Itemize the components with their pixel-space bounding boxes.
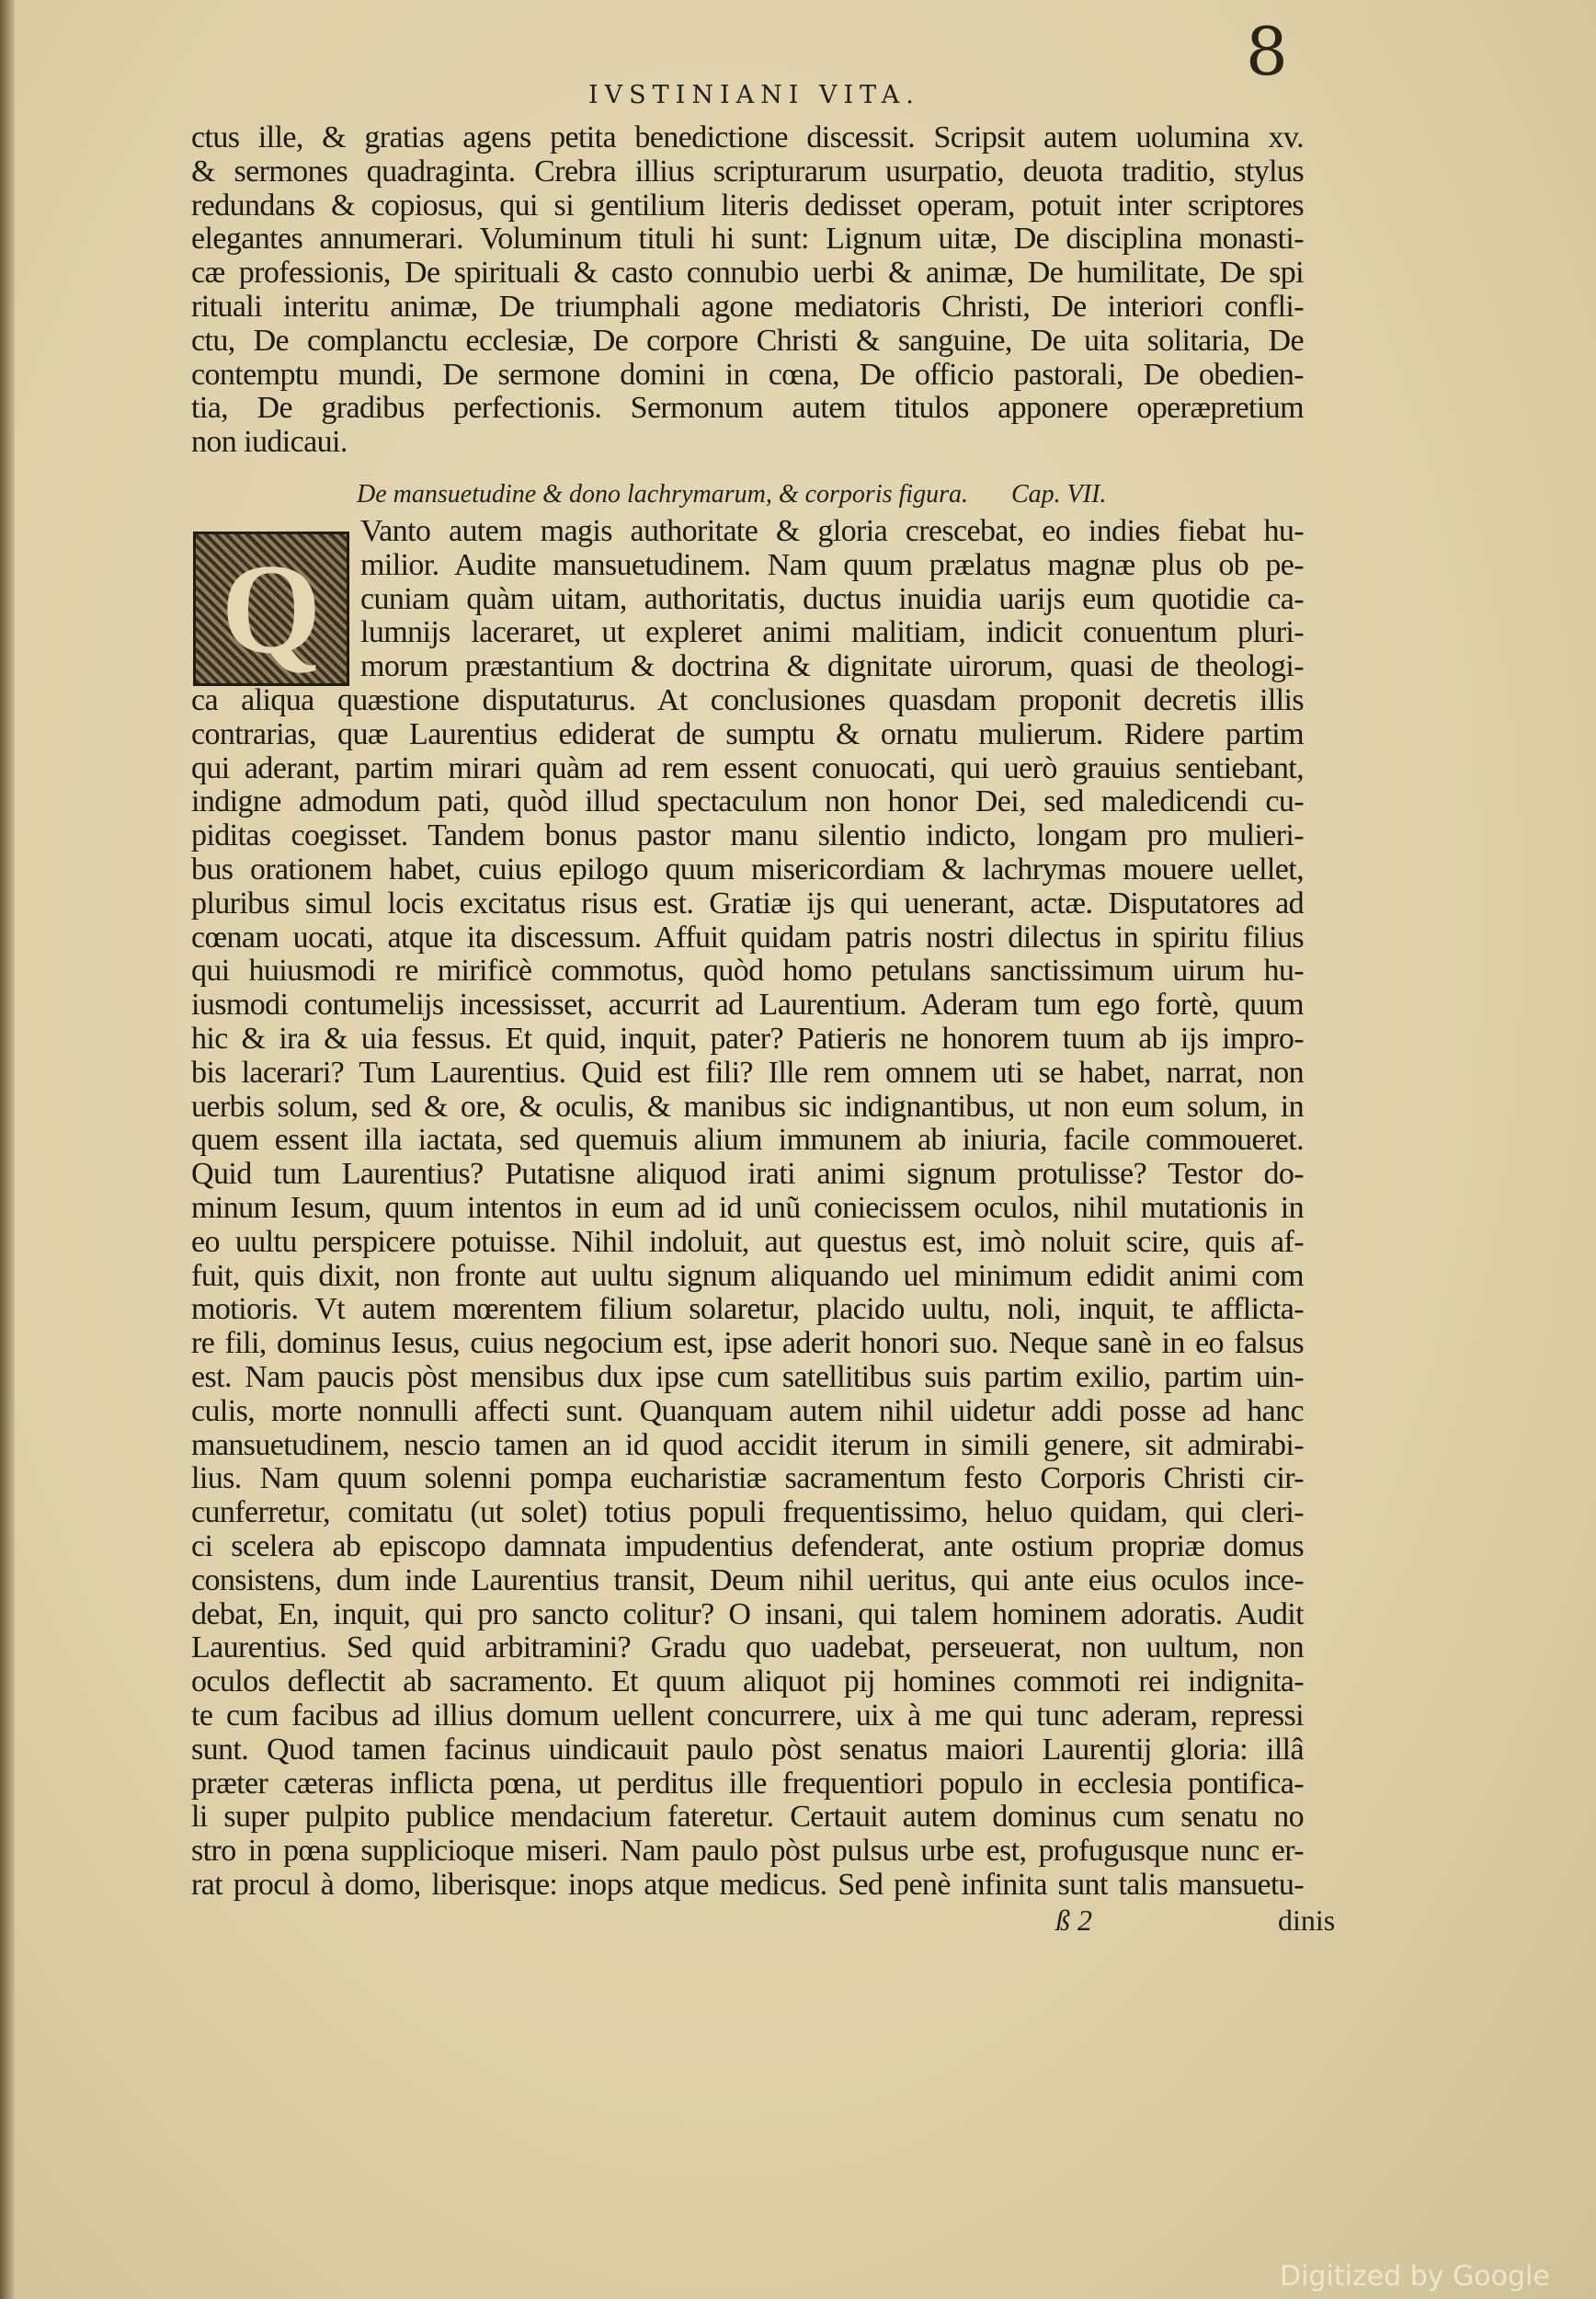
text-line: cæ professionis, De spirituali & casto connubio uerbi & animæ, De humilitate, De spi [191, 256, 1304, 291]
text-line: piditas coegisset. Tandem bonus pastor manu silentio indicto, longam pro mulieri- [191, 818, 1304, 853]
catchword: dinis [1278, 1904, 1336, 1937]
paragraph-1 [191, 121, 1304, 460]
text-line: iusmodi contumelijs incessisset, accurrit ad Laurentium. Aderam tum ego fortè, quum [191, 988, 1304, 1023]
text-line: debat, En, inquit, qui pro sancto colitur? O insani, qui talem hominem adoratis. Audit [191, 1596, 1304, 1631]
text-line: rat procul à domo, liberisque: inops atque medicus. Sed penè infinita sunt talis mansuetu- [191, 1867, 1304, 1902]
paragraph-2-indented [360, 515, 1304, 684]
decorated-initial-q [193, 532, 349, 686]
text-line: qui huiusmodi re mirificè commotus, quòd homo petulans sanctissimum uirum hu- [191, 954, 1304, 989]
text-line: bis lacerari? Tum Laurentius. Quid est fili? Ille rem omnem uti se habet, narrat, non [191, 1055, 1304, 1090]
text-line: & sermones quadraginta. Crebra illius scripturarum usurpatio, deuota traditio, stylus [191, 154, 1304, 189]
initial-letter: Q [221, 537, 322, 681]
digitized-watermark: Digitized by Google [1280, 2260, 1550, 2293]
text-line: hic & ira & uia fessus. Et quid, inquit, pater? Patieris ne honorem tuum ab ijs impro- [191, 1021, 1304, 1056]
chapter-heading [357, 480, 1184, 509]
text-line: est. Nam paucis pòst mensibus dux ipse cum satellitibus suis partim exilio, partim uin- [191, 1359, 1304, 1394]
text-line: uerbis solum, sed & ore, & oculis, & manibus sic indignantibus, ut non eum solum, in [191, 1089, 1304, 1124]
text-line: eo uultu perspicere potuisse. Nihil indoluit, aut questus est, imò noluit scire, quis af- [191, 1224, 1304, 1259]
text-line: quem essent illa iactata, sed quemuis alium immunem ab iniuria, facile commoueret. [191, 1123, 1304, 1158]
text-line: pluribus simul locis excitatus risus est. Gratiæ ijs qui uenerant, actæ. Disputatores ad [191, 886, 1304, 921]
text-line: ca aliqua quæstione disputaturus. At conclusiones quasdam proponit decretis illis [191, 684, 1304, 717]
chapter-number: Cap. VII. [1011, 480, 1107, 509]
text-line: minum Iesum, quum intentos in eum ad id unũ coniecissem oculos, nihil mutationis in [191, 1190, 1304, 1225]
text-line: consistens, dum inde Laurentius transit, Deum nihil ueritus, qui ante eius oculos ince- [191, 1562, 1304, 1597]
text-line: cœnam uocati, atque ita discessum. Affuit quidam patris nostri dilectus in spiritu filius [191, 920, 1304, 955]
text-line: lumnijs laceraret, ut expleret animi malitiam, indicit conuentum pluri- [360, 615, 1304, 650]
text-line: præter cæteras inflicta pœna, ut perditus ille frequentiori populo in ecclesia pontifica- [191, 1766, 1304, 1801]
binding-shadow [0, 0, 15, 2299]
text-line: ctu, De complanctu ecclesiæ, De corpore Christi & sanguine, De uita solitaria, De [191, 323, 1304, 358]
text-line: indigne admodum pati, quòd illud spectaculum non honor Dei, sed maledicendi cu- [191, 784, 1304, 819]
text-line: te cum facibus ad illius domum uellent concurrere, uix à me qui tunc aderam, repressi [191, 1698, 1304, 1733]
folio-number: 8 [1246, 13, 1288, 90]
chapter-title: De mansuetudine & dono lachrymarum, & corporis figura. [357, 480, 968, 509]
text-line: re fili, dominus Iesus, cuius negocium est, ipse aderit honori suo. Neque sanè in eo falsus [191, 1326, 1304, 1361]
text-line: contrarias, quæ Laurentius ediderat de sumptu & ornatu mulierum. Ridere partim [191, 716, 1304, 751]
text-line: ci scelera ab episcopo damnata impudentius defenderat, ante ostium propriæ domus [191, 1528, 1304, 1563]
text-line: cuniam quàm uitam, authoritatis, ductus inuidia uarijs eum quotidie ca- [360, 581, 1304, 616]
text-line: Laurentius. Sed quid arbitramini? Gradu quo uadebat, perseuerat, non uultum, non [191, 1630, 1304, 1665]
text-line: redundans & copiosus, qui si gentilium literis dedisset operam, potuit inter scriptores [191, 188, 1304, 223]
text-line: culis, morte nonnulli affecti sunt. Quanquam autem nihil uidetur addi posse ad hanc [191, 1393, 1304, 1428]
text-line: rituali interitu animæ, De triumphali agone mediatoris Christi, De interiori confli- [191, 289, 1304, 324]
text-line: morum præstantium & doctrina & dignitate uirorum, quasi de theologi- [360, 649, 1304, 684]
text-line: fuit, quis dixit, non fronte aut uultu signum aliquando uel minimum edidit animi com [191, 1258, 1304, 1293]
text-line: contemptu mundi, De sermone domini in cœna, De officio pastorali, De obedien- [191, 357, 1304, 392]
text-line: motioris. Vt autem mœrentem filium solaretur, placido uultu, noli, inquit, te afflicta- [191, 1292, 1304, 1327]
text-line: li super pulpito publice mendacium fateretur. Certauit autem dominus cum senatu no [191, 1800, 1304, 1835]
text-line: tia, De gradibus perfectionis. Sermonum autem titulos apponere operæpretium [191, 391, 1304, 426]
text-line: mansuetudinem, nescio tamen an id quod accidit iterum in simili genere, sit admirabi- [191, 1427, 1304, 1462]
text-line: non iudicaui. [191, 425, 348, 460]
signature-mark: ß 2 [1055, 1904, 1092, 1937]
text-line: Quid tum Laurentius? Putatisne aliquod irati animi signum protulisse? Testor do- [191, 1157, 1304, 1192]
text-line: lius. Nam quum solenni pompa eucharistiæ sacramentum festo Corporis Christi cir- [191, 1461, 1304, 1496]
text-line: ctus ille, & gratias agens petita benedictione discessit. Scripsit autem uolumina xv. [191, 121, 1304, 154]
text-line: oculos deflectit ab sacramento. Et quum aliquot pij homines commoti rei indignita- [191, 1664, 1304, 1699]
text-line: qui aderant, partim mirari quàm ad rem essent conuocati, qui uerò grauius sentiebant, [191, 750, 1304, 785]
text-line: milior. Audite mansuetudinem. Nam quum prælatus magnæ plus ob pe- [360, 547, 1304, 582]
text-line: stro in pœna supplicioque miseri. Nam paulo pòst pulsus urbe est, profugusque nunc er- [191, 1834, 1304, 1869]
text-line: bus orationem habet, cuius epilogo quum misericordiam & lachrymas mouere uellet, [191, 852, 1304, 886]
running-head: IVSTINIANI VITA. [588, 81, 920, 109]
text-line: sunt. Quod tamen facinus uindicauit paulo pòst senatus maiori Laurentij gloria: illâ [191, 1732, 1304, 1767]
text-line: elegantes annumerari. Voluminum tituli hi sunt: Lignum uitæ, De disciplina monasti- [191, 222, 1304, 257]
text-line: Vanto autem magis authoritate & gloria crescebat, eo indies fiebat hu- [360, 515, 1304, 548]
paragraph-2 [191, 684, 1304, 1903]
text-line: cunferretur, comitatu (ut solet) totius populi frequentissimo, heluo quidam, qui cleri- [191, 1495, 1304, 1530]
